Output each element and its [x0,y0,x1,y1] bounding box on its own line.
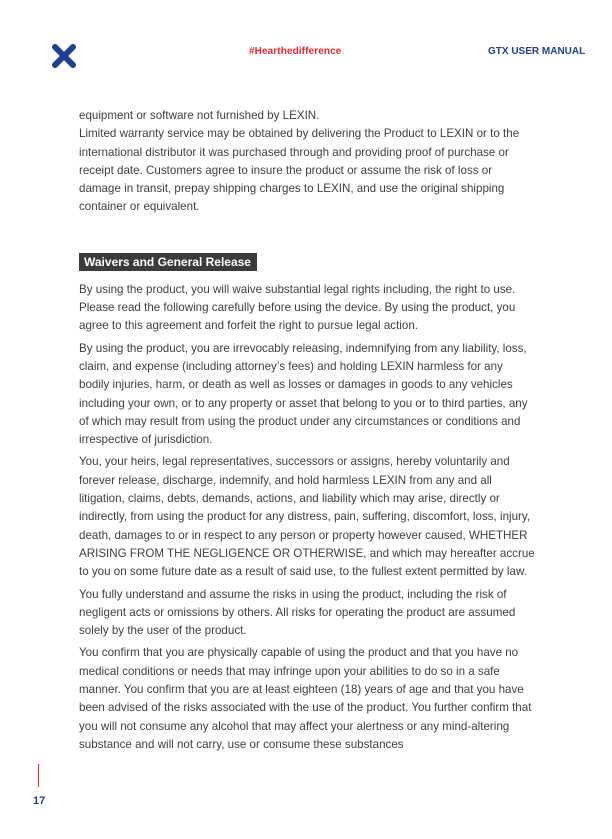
section-paragraph: By using the product, you will waive substantial legal rights including, the right to use. Please read the following carefully before using the device. By using the product, you agree to this agreement and forfeit the right to pursue legal action. [79,282,516,333]
page-body [79,107,535,758]
header-manual-title: GTX USER MANUAL [488,46,586,57]
section-paragraph: You, your heirs, legal representatives, successors or assigns, hereby voluntarily and forever release, discharge, indemnify, and hold harmless LEXIN from any and all litigation, claims, debts, demands, actions, and liability which may arise, directly or indirectly, from using the product for any distress, pain, suffering, discomfort, loss, injury, death, damages to or in respect to any person or property however caused, WHETHER ARISING FROM THE NEGLIGENCE OR OTHERWISE, and which may hereafter accrue to you on some future date as a result of said use, to the fullest extent permitted by law. [79,455,535,579]
section-heading: Waivers and General Release [79,253,257,271]
intro-paragraph: Limited warranty service may be obtained by delivering the Product to LEXIN or to the international distributor it was purchased through and providing proof of purchase or receipt date. Customers agree to insure the product or assume the risk of loss or damage in transit, prepay shipping charges to LEXIN, and use the original shipping container or equivalent. [79,127,520,214]
section-paragraph: You fully understand and assume the risks in using the product, including the risk of negligent acts or omissions by others. All risks for operating the product are assumed solely by the user of the product. [79,587,516,638]
page-number-rule [38,764,39,787]
header-hashtag: #Hearthedifference [249,46,342,57]
intro-paragraph: equipment or software not furnished by LEXIN. [79,109,320,122]
section-paragraph: By using the product, you are irrevocably releasing, indemnifying from any liability, loss, claim, and expense (including attorney’s fees) and holding LEXIN harmless for any bodily injuries, harm, or death as well as losses or damages in goods to any vehicles including your own, or to any property or asset that belong to you or to third parties, any of which may result from using the product under any circumstances or conditions and irrespective of jurisdiction. [79,341,528,447]
page-number: 17 [33,795,46,807]
section-paragraph: You confirm that you are physically capable of using the product and that you have no medical conditions or needs that may infringe upon your abilities to do so in a safe manner. You confirm that you are at least eighteen (18) years of age and that you have been advised of the risks associated with the use of the product. You further confirm that you will not consume any alcohol that may affect your alertness or any mind-altering substance and will not carry, use or consume these substances [79,646,532,751]
brand-x-logo-icon [51,43,77,69]
